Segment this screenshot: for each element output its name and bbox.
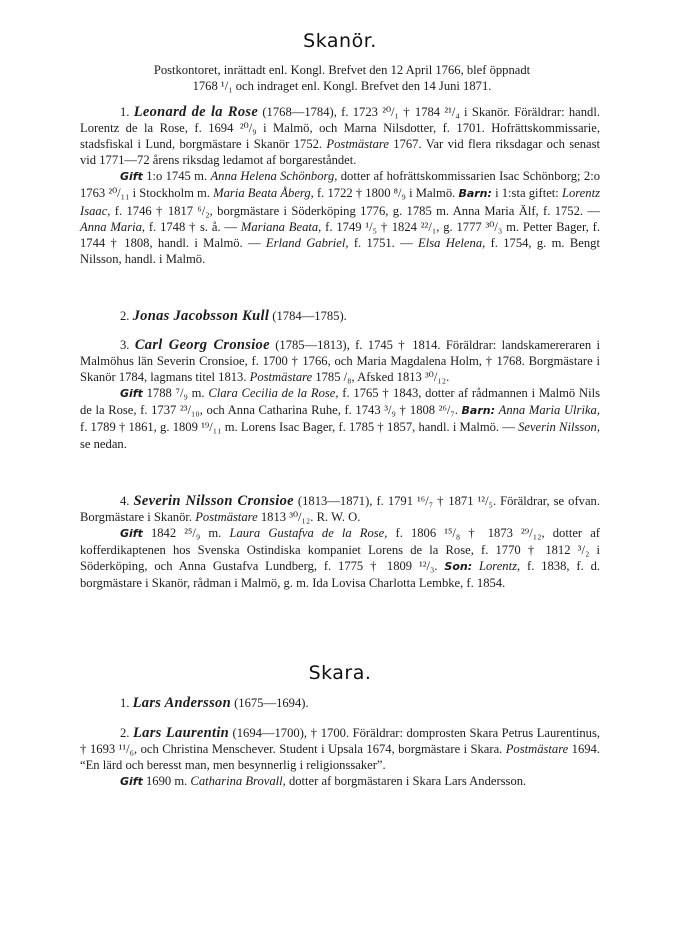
entry-number: 2. (120, 726, 130, 740)
postmaster-name: Leonard de la Rose (133, 104, 259, 120)
child-name: Erland Gabriel, (265, 235, 349, 250)
entry-text: f. 1749 ¹/₅ † 1824 ²²/₁, g. 1777 ³⁰/₃ m. Petter Bager, f. 1744 † 1808, handl. i Malmö. — (80, 219, 600, 250)
entry-skanor-3 (80, 337, 600, 452)
gift-label: Gift (120, 170, 143, 184)
son-label: Son: (444, 560, 473, 574)
spouse-name: Clara Cecilia de la Rose, (208, 386, 339, 401)
role-label: Postmästare (326, 137, 389, 152)
gift-label: Gift (120, 387, 143, 401)
entry-text: (1675—1694). (230, 696, 309, 710)
entry-text: f. 1748 † s. å. — (145, 219, 241, 234)
entry-text: 1690 m. (142, 774, 191, 789)
entry-text (472, 559, 479, 573)
entry-text: 1813 ³⁰/₁₂. R. W. O. (257, 510, 361, 525)
entry-text: (1694—1700), † 1700. Föräldrar: domprosten Skara Petrus Laurentinus, † 1693 ¹¹/₆, och Christina Menschever. Student i Upsala 1674, borgmästare i Skara. (80, 726, 600, 757)
entry-skanor-2 (80, 308, 600, 324)
entry-text: f. 1746 † 1817 ⁶/₂, borgmästare i Söderköping 1776, g. 1785 m. Anna Maria Älf, f. 1752. — (110, 203, 600, 218)
entry-text: se nedan. (80, 436, 127, 451)
child-name: Mariana Beata, (240, 219, 322, 234)
postkontor-line: Postkontoret, inrättadt enl. Kongl. Brefvet den 12 April 1766, blef öppnadt (153, 63, 531, 77)
section-title-skara: Skara. (308, 662, 372, 684)
gift-label: Gift (120, 775, 143, 789)
role-label: Postmästare (195, 510, 258, 525)
entry-text: f. 1806 ¹⁵/₈ † 1873 ²⁹/₁₂, dotter af kofferdikaptenen hos Svenska Ostindiska kompaniet Lorens de la Rose, f. 1770 † 1812 ³/₂ i Söderköping, och Anna Gustafva Lundberg, f. 1775 † 1809 ¹²/₃. (80, 526, 600, 574)
role-label: Postmästare (249, 370, 313, 385)
postmaster-name: Severin Nilsson Cronsioe (133, 493, 294, 509)
postmaster-name: Lars Andersson (132, 695, 231, 711)
postmaster-name: Lars Laurentin (132, 725, 230, 741)
spouse-name: Catharina Brovall, (190, 774, 286, 789)
entry-text: 1:o 1745 m. (142, 169, 211, 184)
spouse-name: Laura Gustafva de la Rose, (229, 526, 388, 541)
entry-text: f. 1838, f. d. borgmästare i Skanör, rådman i Malmö, g. m. Ida Lovisa Charlotta Lembke, f. 1854. (80, 559, 601, 591)
entry-text: f. 1754, g. m. Bengt Nilsson, handl. i Malmö. (80, 235, 600, 266)
entry-number: 3. (120, 338, 130, 352)
child-name: Anna Maria, (80, 219, 146, 234)
entry-text: 1788 ⁷/₉ m. (142, 386, 209, 401)
entry-text: (1813—1871), f. 1791 ¹⁶/₇ † 1871 ¹²/₅. Föräldrar, se ofvan. Borgmästare i Skanör. (80, 494, 600, 525)
entry-text: dotter af hofrättskommissarien Isac Schönborg; 2:o 1763 ²⁰/₁₁ i Stockholm m. (80, 169, 600, 201)
child-name: Severin Nilsson, (518, 420, 600, 435)
spouse-name: Maria Beata Åberg, (213, 186, 314, 201)
entry-text: 1842 ²⁵/₉ m. (142, 526, 230, 541)
child-name: Elsa Helena, (418, 235, 486, 250)
postkontor-note (82, 62, 602, 94)
barn-label: Barn: (458, 187, 492, 201)
entry-skara-1 (80, 695, 600, 711)
entry-skanor-1 (80, 104, 600, 267)
entry-text: f. 1789 † 1861, g. 1809 ¹⁹/₁₁ m. Lorens Isac Bager, f. 1785 † 1857, handl. i Malmö. — (80, 420, 519, 435)
entry-number: 1. (120, 696, 130, 710)
child-name: Anna Maria Ulrika, (498, 403, 600, 418)
entry-text: f. 1751. — (348, 235, 419, 250)
spouse-name: Anna Helena Schönborg, (210, 169, 338, 184)
entry-number: 4. (120, 494, 130, 508)
gift-label: Gift (120, 527, 143, 541)
entry-text: f. 1765 † 1843, dotter af rådmannen i Malmö Nils de la Rose, f. 1737 ²³/₁₀, och Anna Catharina Ruhe, f. 1743 ³/₉ † 1808 ²⁶/₇. (80, 386, 600, 418)
postkontor-line: 1768 ¹/₁ och indraget enl. Kongl. Brefvet den 14 Juni 1871. (192, 79, 492, 93)
barn-label: Barn: (461, 404, 496, 418)
postmaster-name: Carl Georg Cronsioe (134, 337, 270, 353)
entry-text: (1768—1784), f. 1723 ²⁰/₁ † 1784 ²¹/₄ i Skanör. Föräldrar: handl. Lorentz de la Rose, f. 1694 ²⁰/₉ i Malmö, och Marna Nilsdotter, f. 1701. Hofrättskommissarie, stadsfiskal i Lund, borgmästare i Skanör 1752. (80, 105, 600, 152)
child-name: Lorentz Isaac, (80, 186, 600, 218)
entry-text: (1785—1813), f. 1745 † 1814. Föräldrar: landskamereraren i Malmöhus län Severin Cronsioe, f. 1700 † 1766, och Maria Magdalena Holm, † 1768. Borgmästare i Skanör 1784, lagmans titel 1813. (80, 338, 600, 385)
postmaster-name: Jonas Jacobsson Kull (132, 308, 270, 324)
entry-text: 1694. “En lärd och beresst man, men besynnerlig i religionssaker”. (80, 742, 601, 773)
entry-text: 1785 /₈, Afsked 1813 ³⁰/₁₂. (312, 370, 450, 385)
child-name: Lorentz, (478, 559, 521, 574)
entry-text: dotter af borgmästaren i Skara Lars Andersson. (285, 774, 527, 789)
entry-text: 1767. Var vid flera riksdagar och senast vid 1771—72 årens riksdag ledamot af borgareståndet. (80, 137, 600, 168)
entry-number: 2. (120, 309, 130, 323)
section-title-skanor: Skanör. (303, 30, 377, 52)
entry-text: f. 1722 † 1800 ⁸/₉ i Malmö. (313, 186, 459, 201)
entry-skanor-4 (80, 493, 600, 592)
entry-number: 1. (120, 105, 130, 119)
entry-text: i 1:sta giftet: (491, 186, 562, 201)
entry-skara-2 (80, 725, 600, 790)
entry-text: (1784—1785). (269, 309, 347, 323)
role-label: Postmästare (505, 742, 569, 757)
